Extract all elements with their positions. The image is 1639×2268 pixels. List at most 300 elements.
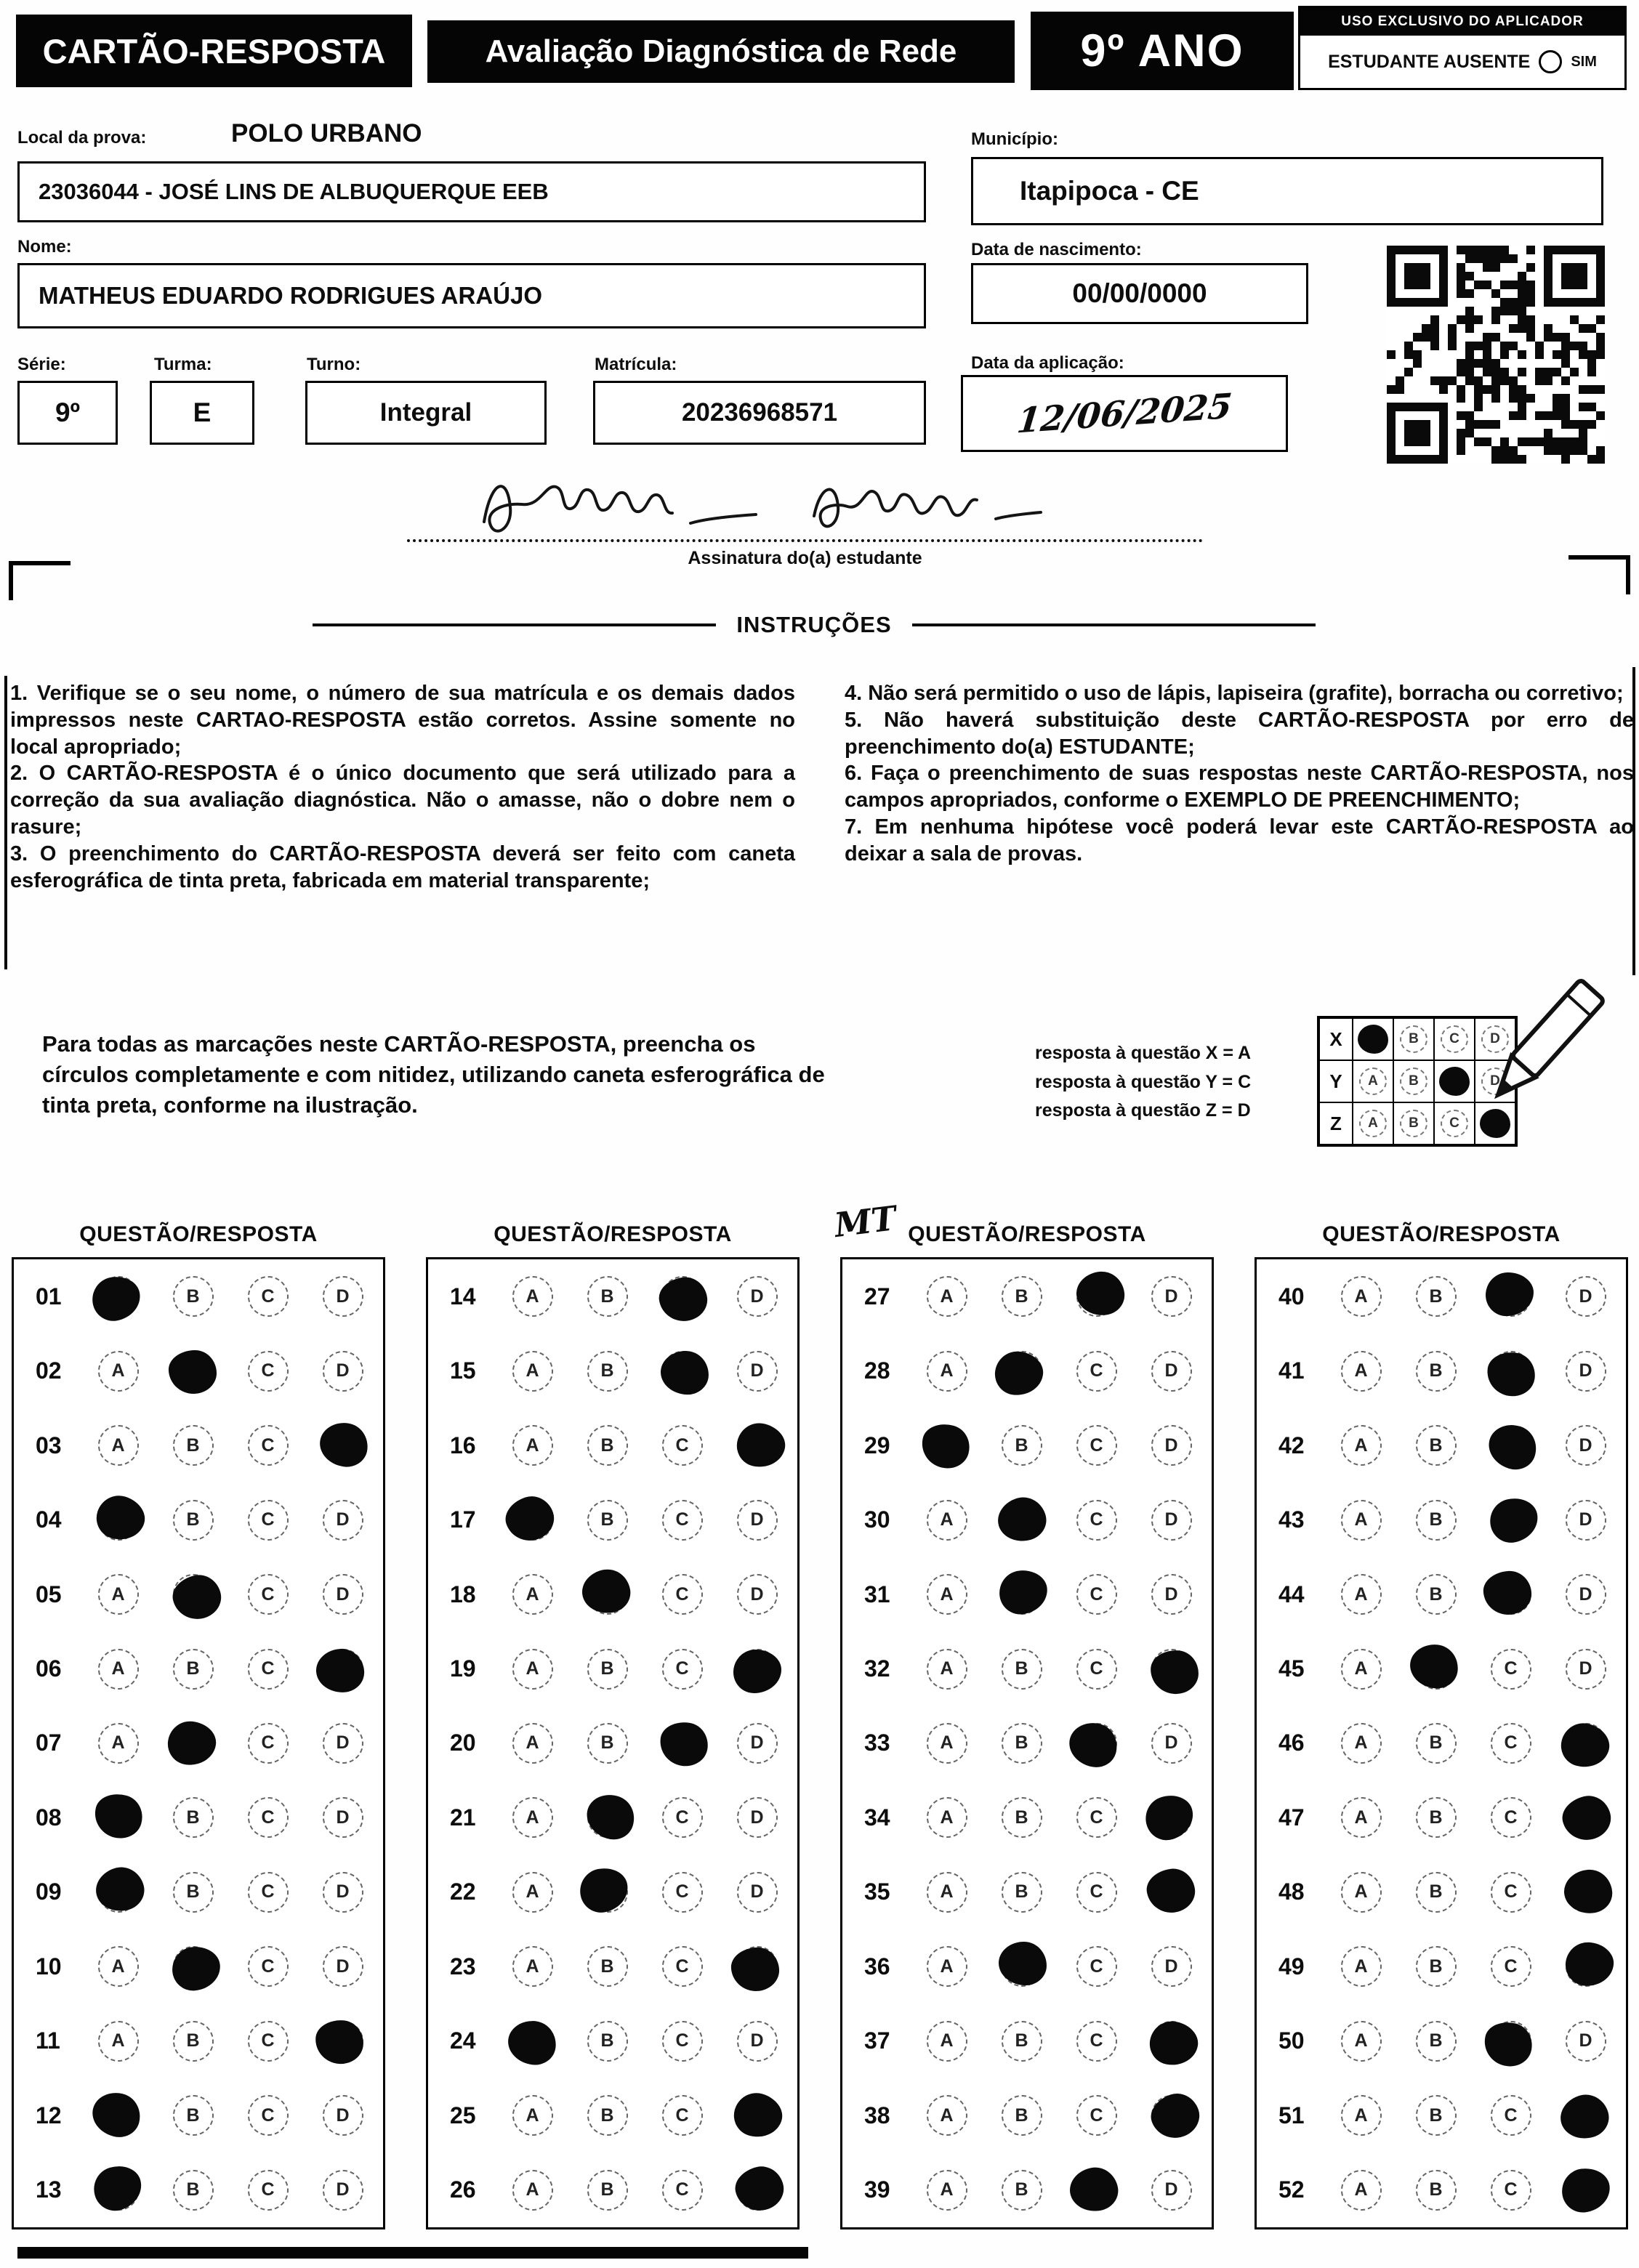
bubble-49-A[interactable]	[1324, 1946, 1398, 1987]
bubble-06-D[interactable]	[305, 1649, 380, 1690]
bubble-42-B[interactable]	[1398, 1425, 1473, 1466]
bubble-04-C[interactable]	[230, 1500, 305, 1541]
bubble-05-D[interactable]	[305, 1574, 380, 1615]
bubble-40-D[interactable]	[1548, 1276, 1623, 1317]
bubble-29-D[interactable]	[1134, 1425, 1209, 1466]
bubble-31-B[interactable]	[984, 1574, 1059, 1615]
bubble-22-A[interactable]	[495, 1872, 570, 1913]
aplicador-exclusive-box	[1298, 6, 1627, 90]
bubble-10-A[interactable]	[81, 1946, 156, 1987]
option-bubble: D	[1151, 1351, 1192, 1392]
bubble-45-B[interactable]	[1398, 1649, 1473, 1690]
option-bubble: B	[1416, 2021, 1457, 2062]
bubble-15-B[interactable]	[570, 1351, 645, 1392]
bubble-19-D[interactable]	[720, 1649, 794, 1690]
bubble-33-A[interactable]	[909, 1723, 984, 1764]
bubble-30-C[interactable]	[1059, 1500, 1134, 1541]
option-bubble: B	[587, 2021, 628, 2062]
option-bubble: C	[1076, 1946, 1117, 1987]
bubble-25-C[interactable]	[645, 2095, 720, 2136]
bubble-48-A[interactable]	[1324, 1872, 1398, 1913]
bubble-01-C[interactable]	[230, 1276, 305, 1317]
bubble-27-D[interactable]	[1134, 1276, 1209, 1317]
bubble-52-B[interactable]	[1398, 2170, 1473, 2211]
bubble-34-D[interactable]	[1134, 1797, 1209, 1838]
bubble-14-A[interactable]	[495, 1276, 570, 1317]
bubble-22-C[interactable]	[645, 1872, 720, 1913]
bubble-05-C[interactable]	[230, 1574, 305, 1615]
bubble-40-B[interactable]	[1398, 1276, 1473, 1317]
filled-mark	[993, 1492, 1050, 1546]
option-bubble: C	[1491, 1872, 1531, 1913]
option-bubble: A	[1341, 1797, 1382, 1838]
bubble-25-A[interactable]	[495, 2095, 570, 2136]
bubble-28-D[interactable]	[1134, 1351, 1209, 1392]
bubble-19-B[interactable]	[570, 1649, 645, 1690]
bubble-50-D[interactable]	[1548, 2021, 1623, 2062]
bubble-15-A[interactable]	[495, 1351, 570, 1392]
bubble-21-C[interactable]	[645, 1797, 720, 1838]
filled-mark	[1066, 2163, 1121, 2215]
bubble-23-B[interactable]	[570, 1946, 645, 1987]
bubble-52-C[interactable]	[1473, 2170, 1548, 2211]
bubble-41-C[interactable]	[1473, 1351, 1548, 1392]
filled-mark	[656, 1275, 709, 1324]
bubble-30-B[interactable]	[984, 1500, 1059, 1541]
bubble-16-B[interactable]	[570, 1425, 645, 1466]
option-bubble: A	[1359, 1110, 1387, 1137]
bubble-34-A[interactable]	[909, 1797, 984, 1838]
bubble-04-D[interactable]	[305, 1500, 380, 1541]
bubble-04-A[interactable]	[81, 1500, 156, 1541]
bubble-16-A[interactable]	[495, 1425, 570, 1466]
bubble-11-D[interactable]	[305, 2021, 380, 2062]
bubble-46-C[interactable]	[1473, 1723, 1548, 1764]
bubble-01-A[interactable]	[81, 1276, 156, 1317]
bubble-07-D[interactable]	[305, 1723, 380, 1764]
bubble-32-C[interactable]	[1059, 1649, 1134, 1690]
bubble-26-A[interactable]	[495, 2170, 570, 2211]
bubble-10-C[interactable]	[230, 1946, 305, 1987]
option-bubble: A	[98, 1351, 139, 1392]
option-bubble: D	[1481, 1025, 1509, 1053]
question-number: 23	[450, 1953, 476, 1980]
bubble-18-C[interactable]	[645, 1574, 720, 1615]
option-bubble: B	[1416, 1500, 1457, 1541]
question-number: 27	[864, 1283, 890, 1309]
bubble-09-D[interactable]	[305, 1872, 380, 1913]
bubble-51-D[interactable]	[1548, 2095, 1623, 2136]
bubble-13-D[interactable]	[305, 2170, 380, 2211]
bubble-03-B[interactable]	[156, 1425, 230, 1466]
bubble-34-B[interactable]	[984, 1797, 1059, 1838]
option-bubble: A	[512, 2170, 553, 2211]
option-bubble: C	[662, 1872, 703, 1913]
bubble-28-A[interactable]	[909, 1351, 984, 1392]
bubble-09-C[interactable]	[230, 1872, 305, 1913]
bubble-37-A[interactable]	[909, 2021, 984, 2062]
bubble-44-B[interactable]	[1398, 1574, 1473, 1615]
bubble-25-B[interactable]	[570, 2095, 645, 2136]
option-bubble: B	[1002, 2170, 1042, 2211]
bubble-35-B[interactable]	[984, 1872, 1059, 1913]
bubble-25-D[interactable]	[720, 2095, 794, 2136]
option-bubble: C	[1491, 1797, 1531, 1838]
option-bubble: B	[173, 1797, 214, 1838]
bubble-37-B[interactable]	[984, 2021, 1059, 2062]
bubble-46-D[interactable]	[1548, 1723, 1623, 1764]
bubble-02-B[interactable]	[156, 1351, 230, 1392]
bubble-08-C[interactable]	[230, 1797, 305, 1838]
signature-label: Assinatura do(a) estudante	[688, 548, 922, 568]
bubble-22-D[interactable]	[720, 1872, 794, 1913]
bubble-31-D[interactable]	[1134, 1574, 1209, 1615]
option-bubble: D	[1566, 1276, 1606, 1317]
bubble-41-D[interactable]	[1548, 1351, 1623, 1392]
bubble-29-B[interactable]	[984, 1425, 1059, 1466]
bubble-14-C[interactable]	[645, 1276, 720, 1317]
option-bubble: C	[662, 1797, 703, 1838]
option-bubble: D	[323, 1351, 363, 1392]
bubble-20-D[interactable]	[720, 1723, 794, 1764]
filled-mark	[730, 1947, 779, 1992]
bubble-30-D[interactable]	[1134, 1500, 1209, 1541]
question-row-06	[14, 1631, 383, 1706]
bubble-36-A[interactable]	[909, 1946, 984, 1987]
bubble-46-B[interactable]	[1398, 1723, 1473, 1764]
bubble-45-D[interactable]	[1548, 1649, 1623, 1690]
question-number: 40	[1278, 1283, 1305, 1309]
question-number: 29	[864, 1432, 890, 1458]
filled-mark	[166, 1719, 218, 1768]
question-row-10	[14, 1929, 383, 2003]
bubble-42-D[interactable]	[1548, 1425, 1623, 1466]
bubble-52-D[interactable]	[1548, 2170, 1623, 2211]
bubble-28-B[interactable]	[984, 1351, 1059, 1392]
bubble-29-A[interactable]	[909, 1425, 984, 1466]
bubble-49-B[interactable]	[1398, 1946, 1473, 1987]
bubble-23-D[interactable]	[720, 1946, 794, 1987]
student-absent-label: ESTUDANTE AUSENTE	[1328, 51, 1531, 72]
bubble-35-A[interactable]	[909, 1872, 984, 1913]
bubble-08-A[interactable]	[81, 1797, 156, 1838]
bubble-51-A[interactable]	[1324, 2095, 1398, 2136]
bubble-49-D[interactable]	[1548, 1946, 1623, 1987]
bubble-40-A[interactable]	[1324, 1276, 1398, 1317]
bubble-05-B[interactable]	[156, 1574, 230, 1615]
bubble-32-B[interactable]	[984, 1649, 1059, 1690]
filled-mark	[1558, 1791, 1615, 1845]
bubble-02-A[interactable]	[81, 1351, 156, 1392]
bubble-24-D[interactable]	[720, 2021, 794, 2062]
bubble-27-B[interactable]	[984, 1276, 1059, 1317]
bubble-42-C[interactable]	[1473, 1425, 1548, 1466]
bubble-44-A[interactable]	[1324, 1574, 1398, 1615]
option-bubble: D	[1566, 1351, 1606, 1392]
bubble-36-C[interactable]	[1059, 1946, 1134, 1987]
school-field	[17, 161, 926, 222]
bubble-28-C[interactable]	[1059, 1351, 1134, 1392]
option-bubble: B	[1416, 1276, 1457, 1317]
bubble-03-A[interactable]	[81, 1425, 156, 1466]
bubble-39-C[interactable]	[1059, 2170, 1134, 2211]
bubble-36-D[interactable]	[1134, 1946, 1209, 1987]
option-bubble: B	[587, 2095, 628, 2136]
question-number: 35	[864, 1878, 890, 1905]
bubble-51-B[interactable]	[1398, 2095, 1473, 2136]
bubble-11-A[interactable]	[81, 2021, 156, 2062]
instructions-header	[313, 612, 1316, 638]
answer-column-4	[1255, 1212, 1628, 2229]
bubble-24-A[interactable]	[495, 2021, 570, 2062]
bubble-08-B[interactable]	[156, 1797, 230, 1838]
bubble-20-B[interactable]	[570, 1723, 645, 1764]
bubble-03-D[interactable]	[305, 1425, 380, 1466]
bubble-13-B[interactable]	[156, 2170, 230, 2211]
nascimento-field	[971, 263, 1308, 324]
option-bubble: A	[1341, 1351, 1382, 1392]
bubble-46-A[interactable]	[1324, 1723, 1398, 1764]
option-bubble: A	[1341, 2170, 1382, 2211]
option-bubble: C	[248, 1649, 289, 1690]
bubble-38-A[interactable]	[909, 2095, 984, 2136]
bubble-44-C[interactable]	[1473, 1574, 1548, 1615]
bubble-47-B[interactable]	[1398, 1797, 1473, 1838]
bubble-33-C[interactable]	[1059, 1723, 1134, 1764]
bubble-47-C[interactable]	[1473, 1797, 1548, 1838]
question-row-52	[1257, 2153, 1626, 2227]
instruction-item: 4. Não será permitido o uso de lápis, lapiseira (grafite), borracha ou corretivo;	[845, 682, 1624, 705]
question-row-24	[428, 2004, 797, 2078]
question-row-17	[428, 1482, 797, 1557]
bubble-38-B[interactable]	[984, 2095, 1059, 2136]
bubble-18-A[interactable]	[495, 1574, 570, 1615]
option-bubble: C	[248, 2170, 289, 2211]
option-bubble: A	[927, 1872, 967, 1913]
bubble-40-C[interactable]	[1473, 1276, 1548, 1317]
question-number: 49	[1278, 1953, 1305, 1980]
option-bubble: D	[1151, 1723, 1192, 1764]
bubble-37-D[interactable]	[1134, 2021, 1209, 2062]
bubble-31-A[interactable]	[909, 1574, 984, 1615]
bubble-07-A[interactable]	[81, 1723, 156, 1764]
question-number: 15	[450, 1357, 476, 1384]
bubble-38-D[interactable]	[1134, 2095, 1209, 2136]
bubble-21-B[interactable]	[570, 1797, 645, 1838]
bubble-06-C[interactable]	[230, 1649, 305, 1690]
bubble-01-D[interactable]	[305, 1276, 380, 1317]
bubble-03-C[interactable]	[230, 1425, 305, 1466]
option-bubble: A	[98, 1649, 139, 1690]
column-header: QUESTÃO/RESPOSTA	[1322, 1222, 1561, 1246]
question-number: 04	[36, 1506, 62, 1533]
question-number: 38	[864, 2102, 890, 2128]
bubble-49-C[interactable]	[1473, 1946, 1548, 1987]
bubble-13-A[interactable]	[81, 2170, 156, 2211]
bubble-23-C[interactable]	[645, 1946, 720, 1987]
bubble-02-C[interactable]	[230, 1351, 305, 1392]
bubble-24-B[interactable]	[570, 2021, 645, 2062]
bubble-51-C[interactable]	[1473, 2095, 1548, 2136]
bubble-43-C[interactable]	[1473, 1500, 1548, 1541]
bubble-29-C[interactable]	[1059, 1425, 1134, 1466]
bubble-06-A[interactable]	[81, 1649, 156, 1690]
bubble-44-D[interactable]	[1548, 1574, 1623, 1615]
option-bubble: B	[1416, 1425, 1457, 1466]
option-bubble: A	[927, 2095, 967, 2136]
bubble-07-C[interactable]	[230, 1723, 305, 1764]
option-bubble: A	[512, 1797, 553, 1838]
bubble-42-A[interactable]	[1324, 1425, 1398, 1466]
bubble-26-C[interactable]	[645, 2170, 720, 2211]
bubble-43-A[interactable]	[1324, 1500, 1398, 1541]
bubble-33-D[interactable]	[1134, 1723, 1209, 1764]
bubble-05-A[interactable]	[81, 1574, 156, 1615]
filled-mark	[1556, 1718, 1614, 1772]
bubble-27-A[interactable]	[909, 1276, 984, 1317]
bubble-38-C[interactable]	[1059, 2095, 1134, 2136]
bubble-12-A[interactable]	[81, 2095, 156, 2136]
bubble-17-D[interactable]	[720, 1500, 794, 1541]
bubble-17-C[interactable]	[645, 1500, 720, 1541]
answer-box	[426, 1257, 800, 2229]
bubble-39-B[interactable]	[984, 2170, 1059, 2211]
filled-mark	[1483, 1419, 1542, 1475]
bubble-47-D[interactable]	[1548, 1797, 1623, 1838]
bubble-41-A[interactable]	[1324, 1351, 1398, 1392]
bubble-37-C[interactable]	[1059, 2021, 1134, 2062]
bubble-18-D[interactable]	[720, 1574, 794, 1615]
bubble-21-A[interactable]	[495, 1797, 570, 1838]
question-number: 09	[36, 1878, 62, 1905]
signature-scribble	[472, 461, 1127, 541]
bubble-23-A[interactable]	[495, 1946, 570, 1987]
question-number: 16	[450, 1432, 476, 1458]
bubble-12-B[interactable]	[156, 2095, 230, 2136]
bubble-30-A[interactable]	[909, 1500, 984, 1541]
bubble-26-B[interactable]	[570, 2170, 645, 2211]
bubble-10-B[interactable]	[156, 1946, 230, 1987]
bubble-33-B[interactable]	[984, 1723, 1059, 1764]
student-absent-checkbox[interactable]	[1539, 50, 1562, 73]
bubble-27-C[interactable]	[1059, 1276, 1134, 1317]
question-row-11	[14, 2004, 383, 2078]
bubble-52-A[interactable]	[1324, 2170, 1398, 2211]
bubble-14-B[interactable]	[570, 1276, 645, 1317]
question-row-12	[14, 2078, 383, 2152]
bubble-15-C[interactable]	[645, 1351, 720, 1392]
option-bubble: D	[1481, 1068, 1509, 1095]
bubble-48-D[interactable]	[1548, 1872, 1623, 1913]
bubble-07-B[interactable]	[156, 1723, 230, 1764]
bubble-02-D[interactable]	[305, 1351, 380, 1392]
bubble-35-D[interactable]	[1134, 1872, 1209, 1913]
bubble-50-A[interactable]	[1324, 2021, 1398, 2062]
bubble-14-D[interactable]	[720, 1276, 794, 1317]
option-bubble: B	[587, 2170, 628, 2211]
nome-label: Nome:	[17, 237, 72, 257]
bubble-43-D[interactable]	[1548, 1500, 1623, 1541]
instruction-item: 6. Faça o preenchimento de suas respostas neste CARTÃO-RESPOSTA, nos campos apropriados, conforme o EXEMPLO DE PREENCHIMENTO;	[845, 762, 1634, 812]
bubble-12-D[interactable]	[305, 2095, 380, 2136]
bubble-36-B[interactable]	[984, 1946, 1059, 1987]
option-bubble: B	[1002, 2095, 1042, 2136]
option-bubble: A	[512, 1946, 553, 1987]
bubble-19-C[interactable]	[645, 1649, 720, 1690]
bubble-16-D[interactable]	[720, 1425, 794, 1466]
bubble-17-A[interactable]	[495, 1500, 570, 1541]
option-bubble: C	[248, 1500, 289, 1541]
bubble-34-C[interactable]	[1059, 1797, 1134, 1838]
option-bubble: D	[1151, 1574, 1192, 1615]
question-number: 01	[36, 1283, 62, 1309]
bubble-22-B[interactable]	[570, 1872, 645, 1913]
option-bubble: A	[927, 2170, 967, 2211]
bubble-19-A[interactable]	[495, 1649, 570, 1690]
bubble-15-D[interactable]	[720, 1351, 794, 1392]
bubble-32-D[interactable]	[1134, 1649, 1209, 1690]
bubble-21-D[interactable]	[720, 1797, 794, 1838]
question-row-22	[428, 1855, 797, 1929]
bubble-50-C[interactable]	[1473, 2021, 1548, 2062]
bubble-45-A[interactable]	[1324, 1649, 1398, 1690]
bubble-24-C[interactable]	[645, 2021, 720, 2062]
bubble-26-D[interactable]	[720, 2170, 794, 2211]
bubble-45-C[interactable]	[1473, 1649, 1548, 1690]
bubble-08-D[interactable]	[305, 1797, 380, 1838]
bubble-04-B[interactable]	[156, 1500, 230, 1541]
bubble-09-B[interactable]	[156, 1872, 230, 1913]
bubble-35-C[interactable]	[1059, 1872, 1134, 1913]
filled-mark	[733, 1650, 781, 1693]
bubble-48-B[interactable]	[1398, 1872, 1473, 1913]
option-bubble: A	[98, 2021, 139, 2062]
bubble-10-D[interactable]	[305, 1946, 380, 1987]
bubble-09-A[interactable]	[81, 1872, 156, 1913]
bubble-16-C[interactable]	[645, 1425, 720, 1466]
bubble-18-B[interactable]	[570, 1574, 645, 1615]
filled-mark	[729, 2088, 787, 2143]
question-row-50	[1257, 2004, 1626, 2078]
option-bubble: D	[323, 2170, 363, 2211]
instruction-item: 2. O CARTÃO-RESPOSTA é o único documento que será utilizado para a correção da sua avaliação diagnóstica. Não o amasse, não o dobre nem o rasure;	[10, 762, 795, 839]
bubble-13-C[interactable]	[230, 2170, 305, 2211]
bubble-12-C[interactable]	[230, 2095, 305, 2136]
bubble-31-C[interactable]	[1059, 1574, 1134, 1615]
bubble-39-D[interactable]	[1134, 2170, 1209, 2211]
bubble-11-C[interactable]	[230, 2021, 305, 2062]
bubble-43-B[interactable]	[1398, 1500, 1473, 1541]
bubble-32-A[interactable]	[909, 1649, 984, 1690]
bubble-01-B[interactable]	[156, 1276, 230, 1317]
bubble-39-A[interactable]	[909, 2170, 984, 2211]
bubble-17-B[interactable]	[570, 1500, 645, 1541]
bubble-41-B[interactable]	[1398, 1351, 1473, 1392]
bubble-11-B[interactable]	[156, 2021, 230, 2062]
bubble-48-C[interactable]	[1473, 1872, 1548, 1913]
signature-area[interactable]	[407, 455, 1203, 542]
filled-mark	[168, 1349, 217, 1394]
option-bubble: C	[1076, 1425, 1117, 1466]
bubble-50-B[interactable]	[1398, 2021, 1473, 2062]
aplicacao-handwritten-value: 12/06/2025	[1015, 385, 1234, 442]
bubble-47-A[interactable]	[1324, 1797, 1398, 1838]
bubble-20-A[interactable]	[495, 1723, 570, 1764]
question-number: 13	[36, 2176, 62, 2203]
option-bubble: A	[98, 1425, 139, 1466]
bubble-06-B[interactable]	[156, 1649, 230, 1690]
bubble-20-C[interactable]	[645, 1723, 720, 1764]
